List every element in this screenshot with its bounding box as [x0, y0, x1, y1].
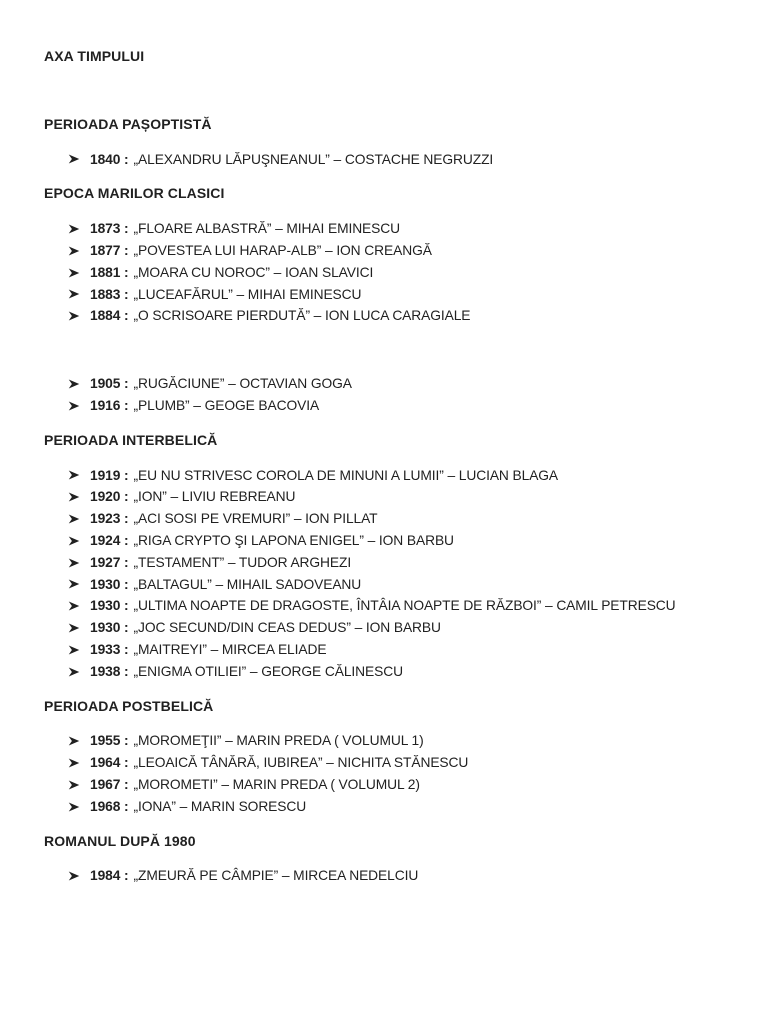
entry-year: 1920 : — [90, 489, 129, 505]
entry-year: 1964 : — [90, 755, 129, 771]
arrow-bullet-icon — [68, 400, 80, 412]
entry-text: „LEOAICĂ TÂNĂRĂ, IUBIREA” – NICHITA STĂNESCU — [133, 755, 469, 771]
section-groups — [44, 218, 732, 417]
entry-text: „IONA” – MARIN SORESCU — [133, 798, 307, 814]
timeline-entry — [44, 774, 732, 796]
entry-text: „POVESTEA LUI HARAP-ALB” – ION CREANGĂ — [133, 242, 432, 258]
entry-year: 1968 : — [90, 798, 129, 814]
section-heading: PERIOADA INTERBELICĂ — [44, 431, 218, 448]
timeline-group — [44, 218, 732, 327]
timeline-entry — [44, 284, 732, 306]
timeline-entry — [44, 617, 732, 639]
section-groups — [44, 465, 732, 683]
section-heading: PERIOADA POSTBELICĂ — [44, 697, 214, 714]
entry-text: „ULTIMA NOAPTE DE DRAGOSTE, ÎNTÂIA NOAPTE DE RĂZBOI” – CAMIL PETRESCU — [133, 598, 676, 614]
timeline-entry — [44, 218, 732, 240]
timeline-group — [44, 865, 732, 887]
timeline-group — [44, 730, 732, 817]
arrow-bullet-icon — [68, 245, 80, 257]
section-heading: EPOCA MARILOR CLASICI — [44, 185, 225, 202]
entry-year: 1955 : — [90, 733, 129, 749]
entry-text: „EU NU STRIVESC COROLA DE MINUNI A LUMII” – LUCIAN BLAGA — [133, 467, 559, 483]
arrow-bullet-icon — [68, 223, 80, 235]
timeline-section — [44, 183, 732, 416]
timeline-entry — [44, 639, 732, 661]
entry-year: 1930 : — [90, 576, 129, 592]
arrow-bullet-icon — [68, 644, 80, 656]
entry-text: „BALTAGUL” – MIHAIL SADOVEANU — [133, 576, 362, 592]
entry-year: 1883 : — [90, 286, 129, 302]
entry-year: 1884 : — [90, 308, 129, 324]
entry-text: „O SCRISOARE PIERDUTĂ” – ION LUCA CARAGIALE — [133, 308, 471, 324]
entry-text: „LUCEAFĂRUL” – MIHAI EMINESCU — [133, 286, 362, 302]
timeline-entry — [44, 730, 732, 752]
section-groups — [44, 865, 732, 887]
arrow-bullet-icon — [68, 666, 80, 678]
arrow-bullet-icon — [68, 801, 80, 813]
arrow-bullet-icon — [68, 288, 80, 300]
entry-text: „RUGĂCIUNE” – OCTAVIAN GOGA — [133, 376, 352, 392]
timeline-entry — [44, 465, 732, 487]
entry-text: „ENIGMA OTILIEI” – GEORGE CĂLINESCU — [133, 663, 403, 679]
arrow-bullet-icon — [68, 622, 80, 634]
timeline-entry — [44, 796, 732, 818]
entry-text: „TESTAMENT” – TUDOR ARGHEZI — [133, 554, 352, 570]
entry-year: 1930 : — [90, 620, 129, 636]
timeline-entry — [44, 552, 732, 574]
entry-year: 1919 : — [90, 467, 129, 483]
entry-year: 1873 : — [90, 221, 129, 237]
arrow-bullet-icon — [68, 535, 80, 547]
entry-year: 1927 : — [90, 554, 129, 570]
timeline-section — [44, 430, 732, 683]
entry-text: „RIGA CRYPTO ŞI LAPONA ENIGEL” – ION BARBU — [133, 532, 454, 548]
arrow-bullet-icon — [68, 491, 80, 503]
entry-year: 1923 : — [90, 511, 129, 527]
entry-text: „FLOARE ALBASTRĂ” – MIHAI EMINESCU — [133, 221, 400, 237]
arrow-bullet-icon — [68, 779, 80, 791]
arrow-bullet-icon — [68, 557, 80, 569]
arrow-bullet-icon — [68, 378, 80, 390]
entry-year: 1924 : — [90, 532, 129, 548]
arrow-bullet-icon — [68, 870, 80, 882]
timeline-entry — [44, 262, 732, 284]
entry-year: 1967 : — [90, 776, 129, 792]
timeline-section — [44, 114, 732, 171]
timeline-entry — [44, 149, 732, 171]
sections-container — [44, 114, 732, 887]
timeline-entry — [44, 661, 732, 683]
page-title: AXA TIMPULUI — [44, 48, 145, 64]
entry-text: „MOROMEŢII” – MARIN PREDA ( VOLUMUL 1) — [133, 733, 424, 749]
entry-text: „PLUMB” – GEOGE BACOVIA — [133, 397, 320, 413]
arrow-bullet-icon — [68, 757, 80, 769]
timeline-entry — [44, 574, 732, 596]
entry-year: 1984 : — [90, 868, 129, 884]
entry-text: „MOARA CU NOROC” – IOAN SLAVICI — [133, 264, 374, 280]
arrow-bullet-icon — [68, 267, 80, 279]
timeline-entry — [44, 395, 732, 417]
entry-text: „ION” – LIVIU REBREANU — [133, 489, 296, 505]
arrow-bullet-icon — [68, 600, 80, 612]
entry-year: 1881 : — [90, 264, 129, 280]
timeline-entry — [44, 240, 732, 262]
timeline-group — [44, 149, 732, 171]
entry-year: 1916 : — [90, 397, 129, 413]
timeline-section — [44, 831, 732, 888]
entry-text: „MOROMETI” – MARIN PREDA ( VOLUMUL 2) — [133, 776, 420, 792]
section-heading: ROMANUL DUPĂ 1980 — [44, 832, 196, 849]
entry-year: 1930 : — [90, 598, 129, 614]
timeline-group — [44, 373, 732, 417]
timeline-entry — [44, 752, 732, 774]
timeline-section — [44, 696, 732, 818]
timeline-entry — [44, 305, 732, 327]
timeline-group — [44, 465, 732, 683]
timeline-entry — [44, 373, 732, 395]
timeline-entry — [44, 486, 732, 508]
entry-text: „ALEXANDRU LĂPUŞNEANUL” – COSTACHE NEGRUZZI — [133, 151, 494, 167]
arrow-bullet-icon — [68, 153, 80, 165]
arrow-bullet-icon — [68, 578, 80, 590]
entry-text: „ZMEURĂ PE CÂMPIE” – MIRCEA NEDELCIU — [133, 868, 419, 884]
entry-year: 1933 : — [90, 641, 129, 657]
timeline-entry — [44, 595, 732, 617]
entry-text: „MAITREYI” – MIRCEA ELIADE — [133, 641, 327, 657]
section-groups — [44, 149, 732, 171]
arrow-bullet-icon — [68, 469, 80, 481]
arrow-bullet-icon — [68, 735, 80, 747]
timeline-entry — [44, 530, 732, 552]
entry-text: „ACI SOSI PE VREMURI” – ION PILLAT — [133, 511, 378, 527]
section-groups — [44, 730, 732, 817]
arrow-bullet-icon — [68, 513, 80, 525]
entry-year: 1840 : — [90, 151, 129, 167]
section-heading: PERIOADA PAȘOPTISTĂ — [44, 115, 212, 132]
timeline-entry — [44, 508, 732, 530]
entry-year: 1877 : — [90, 242, 129, 258]
arrow-bullet-icon — [68, 310, 80, 322]
timeline-entry — [44, 865, 732, 887]
entry-year: 1938 : — [90, 663, 129, 679]
entry-text: „JOC SECUND/DIN CEAS DEDUS” – ION BARBU — [133, 620, 441, 636]
entry-year: 1905 : — [90, 376, 129, 392]
